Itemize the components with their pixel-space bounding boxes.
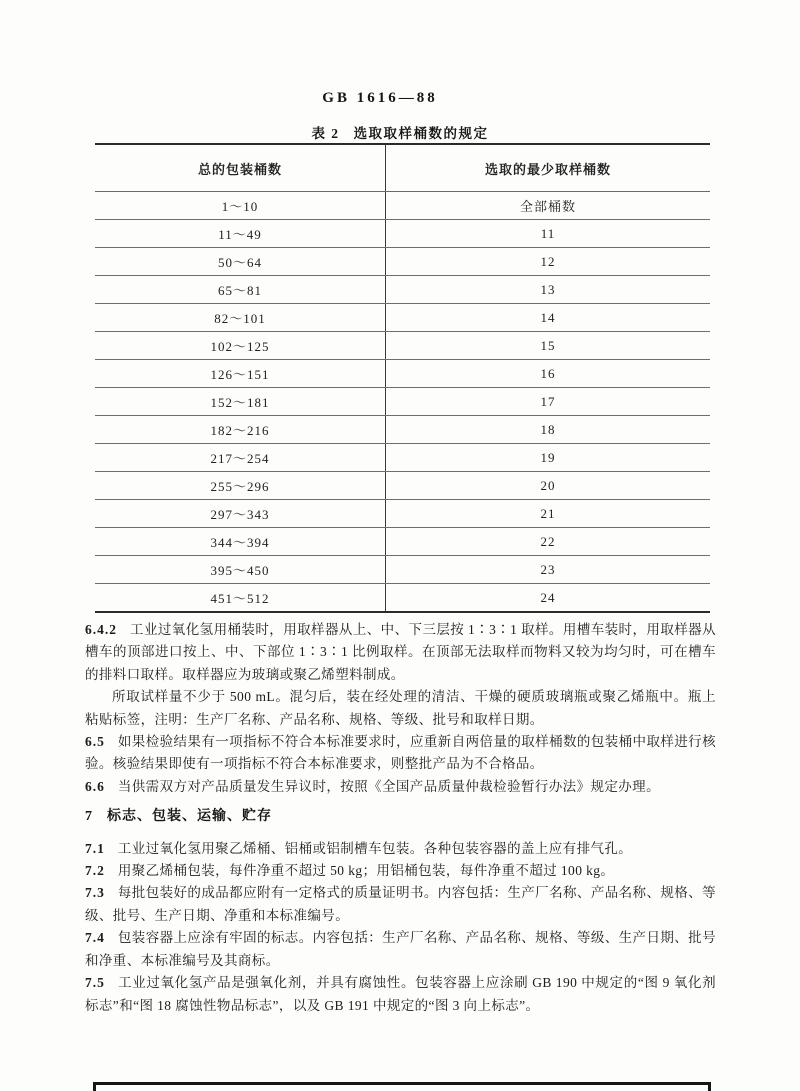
table-cell: 182～216 (95, 416, 386, 444)
table-cell: 17 (386, 388, 711, 416)
table-cell: 21 (386, 500, 711, 528)
table-cell: 344～394 (95, 528, 386, 556)
table-cell: 14 (386, 304, 711, 332)
table-cell: 217～254 (95, 444, 386, 472)
clause-text: 工业过氧化氢用聚乙烯桶、铝桶或铝制槽车包装。各种包装容器的盖上应有排气孔。 (117, 840, 633, 856)
table-cell: 1～10 (95, 192, 386, 220)
table-row (95, 444, 710, 472)
table-row (95, 416, 710, 444)
table-row (95, 192, 710, 220)
table-row (95, 220, 710, 248)
table-cell: 65～81 (95, 276, 386, 304)
table-header-cell: 选取的最少取样桶数 (386, 144, 711, 192)
clause-number: 7.1 (85, 840, 105, 856)
table-cell: 255～296 (95, 472, 386, 500)
table-header-cell: 总的包装桶数 (95, 144, 386, 192)
clause-text: 当供需双方对产品质量发生异议时，按照《全国产品质量仲裁检验暂行办法》规定办理。 (117, 778, 660, 794)
table-cell: 12 (386, 248, 711, 276)
clause-text: 用聚乙烯桶包装，每件净重不超过 50 kg；用铝桶包装，每件净重不超过 100 kg。 (117, 863, 615, 879)
table-cell: 全部桶数 (386, 192, 711, 220)
clause-7-4 (85, 927, 716, 972)
clause-text: 每批包装好的成品都应附有一定格式的质量证明书。内容包括：生产厂名称、产品名称、规格、等级、批号、生产日期、净重和本标准编号。 (85, 885, 716, 923)
table-body (95, 192, 710, 613)
table-cell: 19 (386, 444, 711, 472)
clause-7-2 (85, 860, 716, 882)
clause-text: 如果检验结果有一项指标不符合本标准要求时，应重新自两倍量的取样桶数的包装桶中取样进行核验。核验结果即使有一项指标不符合本标准要求，则整批产品为不合格品。 (85, 734, 716, 772)
clause-6-4-2-note (85, 686, 716, 731)
clause-number: 7.3 (85, 885, 105, 901)
table-cell: 82～101 (95, 304, 386, 332)
table-caption-title: 选取取样桶数的规定 (353, 126, 489, 141)
clause-6-6 (85, 776, 716, 798)
clause-7-1 (85, 838, 716, 860)
standard-number: GB 1616—88 (322, 90, 438, 106)
table-cell: 23 (386, 556, 711, 584)
clause-6-4-2 (85, 619, 716, 686)
section-number: 7 (85, 809, 93, 825)
clause-number: 6.5 (85, 734, 105, 750)
table-cell: 395～450 (95, 556, 386, 584)
table-row (95, 556, 710, 584)
table-cell: 11 (386, 220, 711, 248)
table-cell: 22 (386, 528, 711, 556)
table-cell: 126～151 (95, 360, 386, 388)
footer-box (93, 1082, 711, 1091)
clause-7-5 (85, 972, 716, 1017)
body-text (85, 619, 716, 1017)
table-row (95, 332, 710, 360)
table-cell: 50～64 (95, 248, 386, 276)
table-row (95, 500, 710, 528)
table-row (95, 472, 710, 500)
table-row (95, 248, 710, 276)
table-row (95, 276, 710, 304)
table-cell: 24 (540, 589, 556, 605)
table-caption (0, 122, 800, 142)
table-cell: 152～181 (95, 388, 386, 416)
clause-6-5 (85, 731, 716, 776)
table-row (95, 528, 710, 556)
clause-number: 7.2 (85, 863, 105, 879)
clause-text: 包装容器上应涂有牢固的标志。内容包括：生产厂名称、产品名称、规格、等级、生产日期、批号和净重、本标准编号及其商标。 (85, 930, 716, 968)
clause-7-3 (85, 882, 716, 927)
table-row (95, 584, 710, 613)
clause-number: 6.4.2 (85, 622, 117, 637)
table-cell: 102～125 (95, 332, 386, 360)
table-cell: 16 (386, 360, 711, 388)
table-cell: 11～49 (95, 220, 386, 248)
section-title: 标志、包装、运输、贮存 (107, 809, 272, 825)
table-caption-label: 表 2 (311, 126, 340, 141)
table-row (95, 388, 710, 416)
section-7-heading (85, 806, 716, 828)
clause-text: 工业过氧化氢产品是强氧化剂，并具有腐蚀性。包装容器上应涂刷 GB 190 中规定的“图 9 氧化剂标志”和“图 18 腐蚀性物品标志”，以及 GB 191 中规定的“图 3 向上标志”。 (85, 975, 716, 1013)
clause-number: 7.4 (85, 930, 105, 946)
table-cell: 297～343 (95, 500, 386, 528)
table-cell: 13 (386, 276, 711, 304)
table-cell: 15 (386, 332, 711, 360)
table-cell: 20 (386, 472, 711, 500)
table-row (95, 304, 710, 332)
table-row (95, 360, 710, 388)
clause-number: 6.6 (85, 778, 105, 794)
table-cell: 18 (386, 416, 711, 444)
table-cell: 451～512 (95, 584, 386, 613)
table-header-row (95, 144, 710, 192)
clause-text: 所取试样量不少于 500 mL。混匀后，装在经处理的清洁、干燥的硬质玻璃瓶或聚乙烯瓶中。瓶上粘贴标签，注明：生产厂名称、产品名称、规格、等级、批号和取样日期。 (85, 689, 716, 727)
clause-text: 工业过氧化氢用桶装时，用取样器从上、中、下三层按 1∶3∶1 取样。用槽车装时，用取样器从槽车的顶部进口按上、中、下部位 1∶3∶1 比例取样。在顶部无法取样而物料又较为均匀时，可在槽车的排料口取样。取样器应为玻璃或聚乙烯塑料制成。 (85, 622, 716, 682)
clause-number: 7.5 (85, 975, 105, 991)
sampling-table (95, 143, 710, 613)
